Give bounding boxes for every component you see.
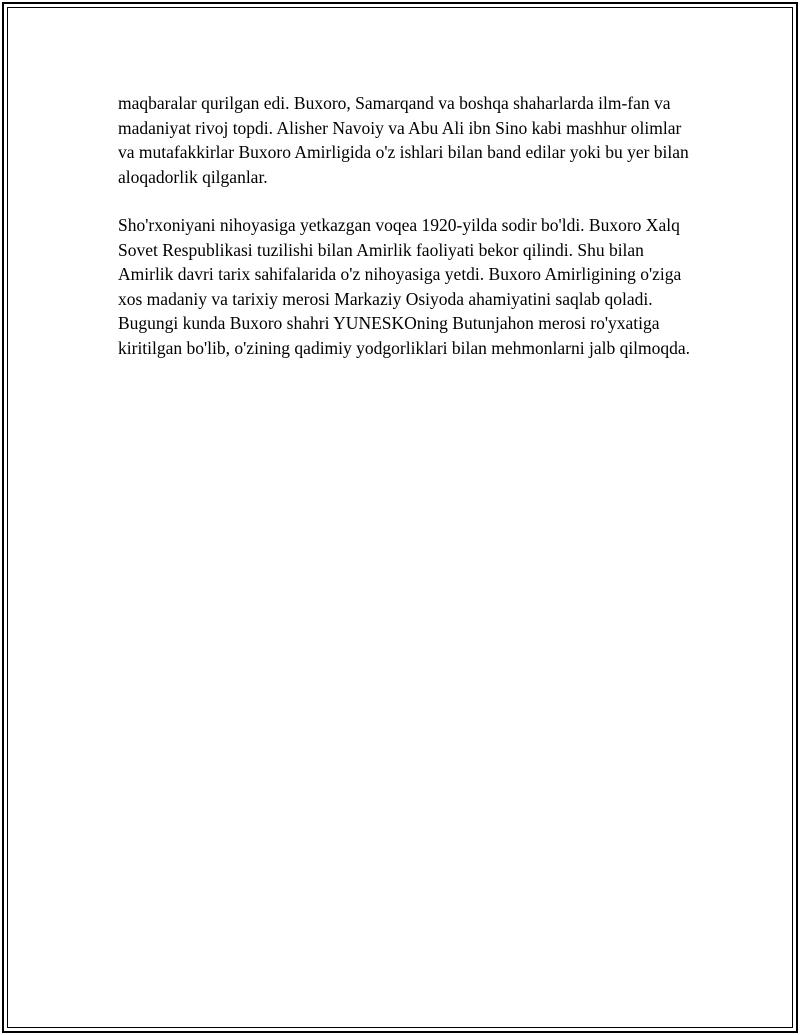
document-body xyxy=(118,91,698,384)
paragraph-2: Sho'rxoniyani nihoyasiga yetkazgan voqea 1920-yilda sodir bo'ldi. Buxoro Xalq Sovet Respublikasi tuzilishi bilan Amirlik faoliyati bekor qilindi. Shu bilan Amirlik davri tarix sahifalarida o'z nihoyasiga yetdi. Buxoro Amirligining o'ziga xos madaniy va tarixiy merosi Markaziy Osiyoda ahamiyatini saqlab qoladi. Bugungi kunda Buxoro shahri YUNESKOning Butunjahon merosi ro'yxatiga kiritilgan bo'lib, o'zining qadimiy yodgorliklari bilan mehmonlarni jalb qilmoqda. xyxy=(118,215,691,358)
paragraph-1: maqbaralar qurilgan edi. Buxoro, Samarqand va boshqa shaharlarda ilm-fan va madaniyat rivoj topdi. Alisher Navoiy va Abu Ali ibn Sino kabi mashhur olimlar va mutafakkirlar Buxoro Amirligida o'z ishlari bilan band edilar yoki bu yer bilan aloqadorlik qilganlar. xyxy=(118,93,689,187)
